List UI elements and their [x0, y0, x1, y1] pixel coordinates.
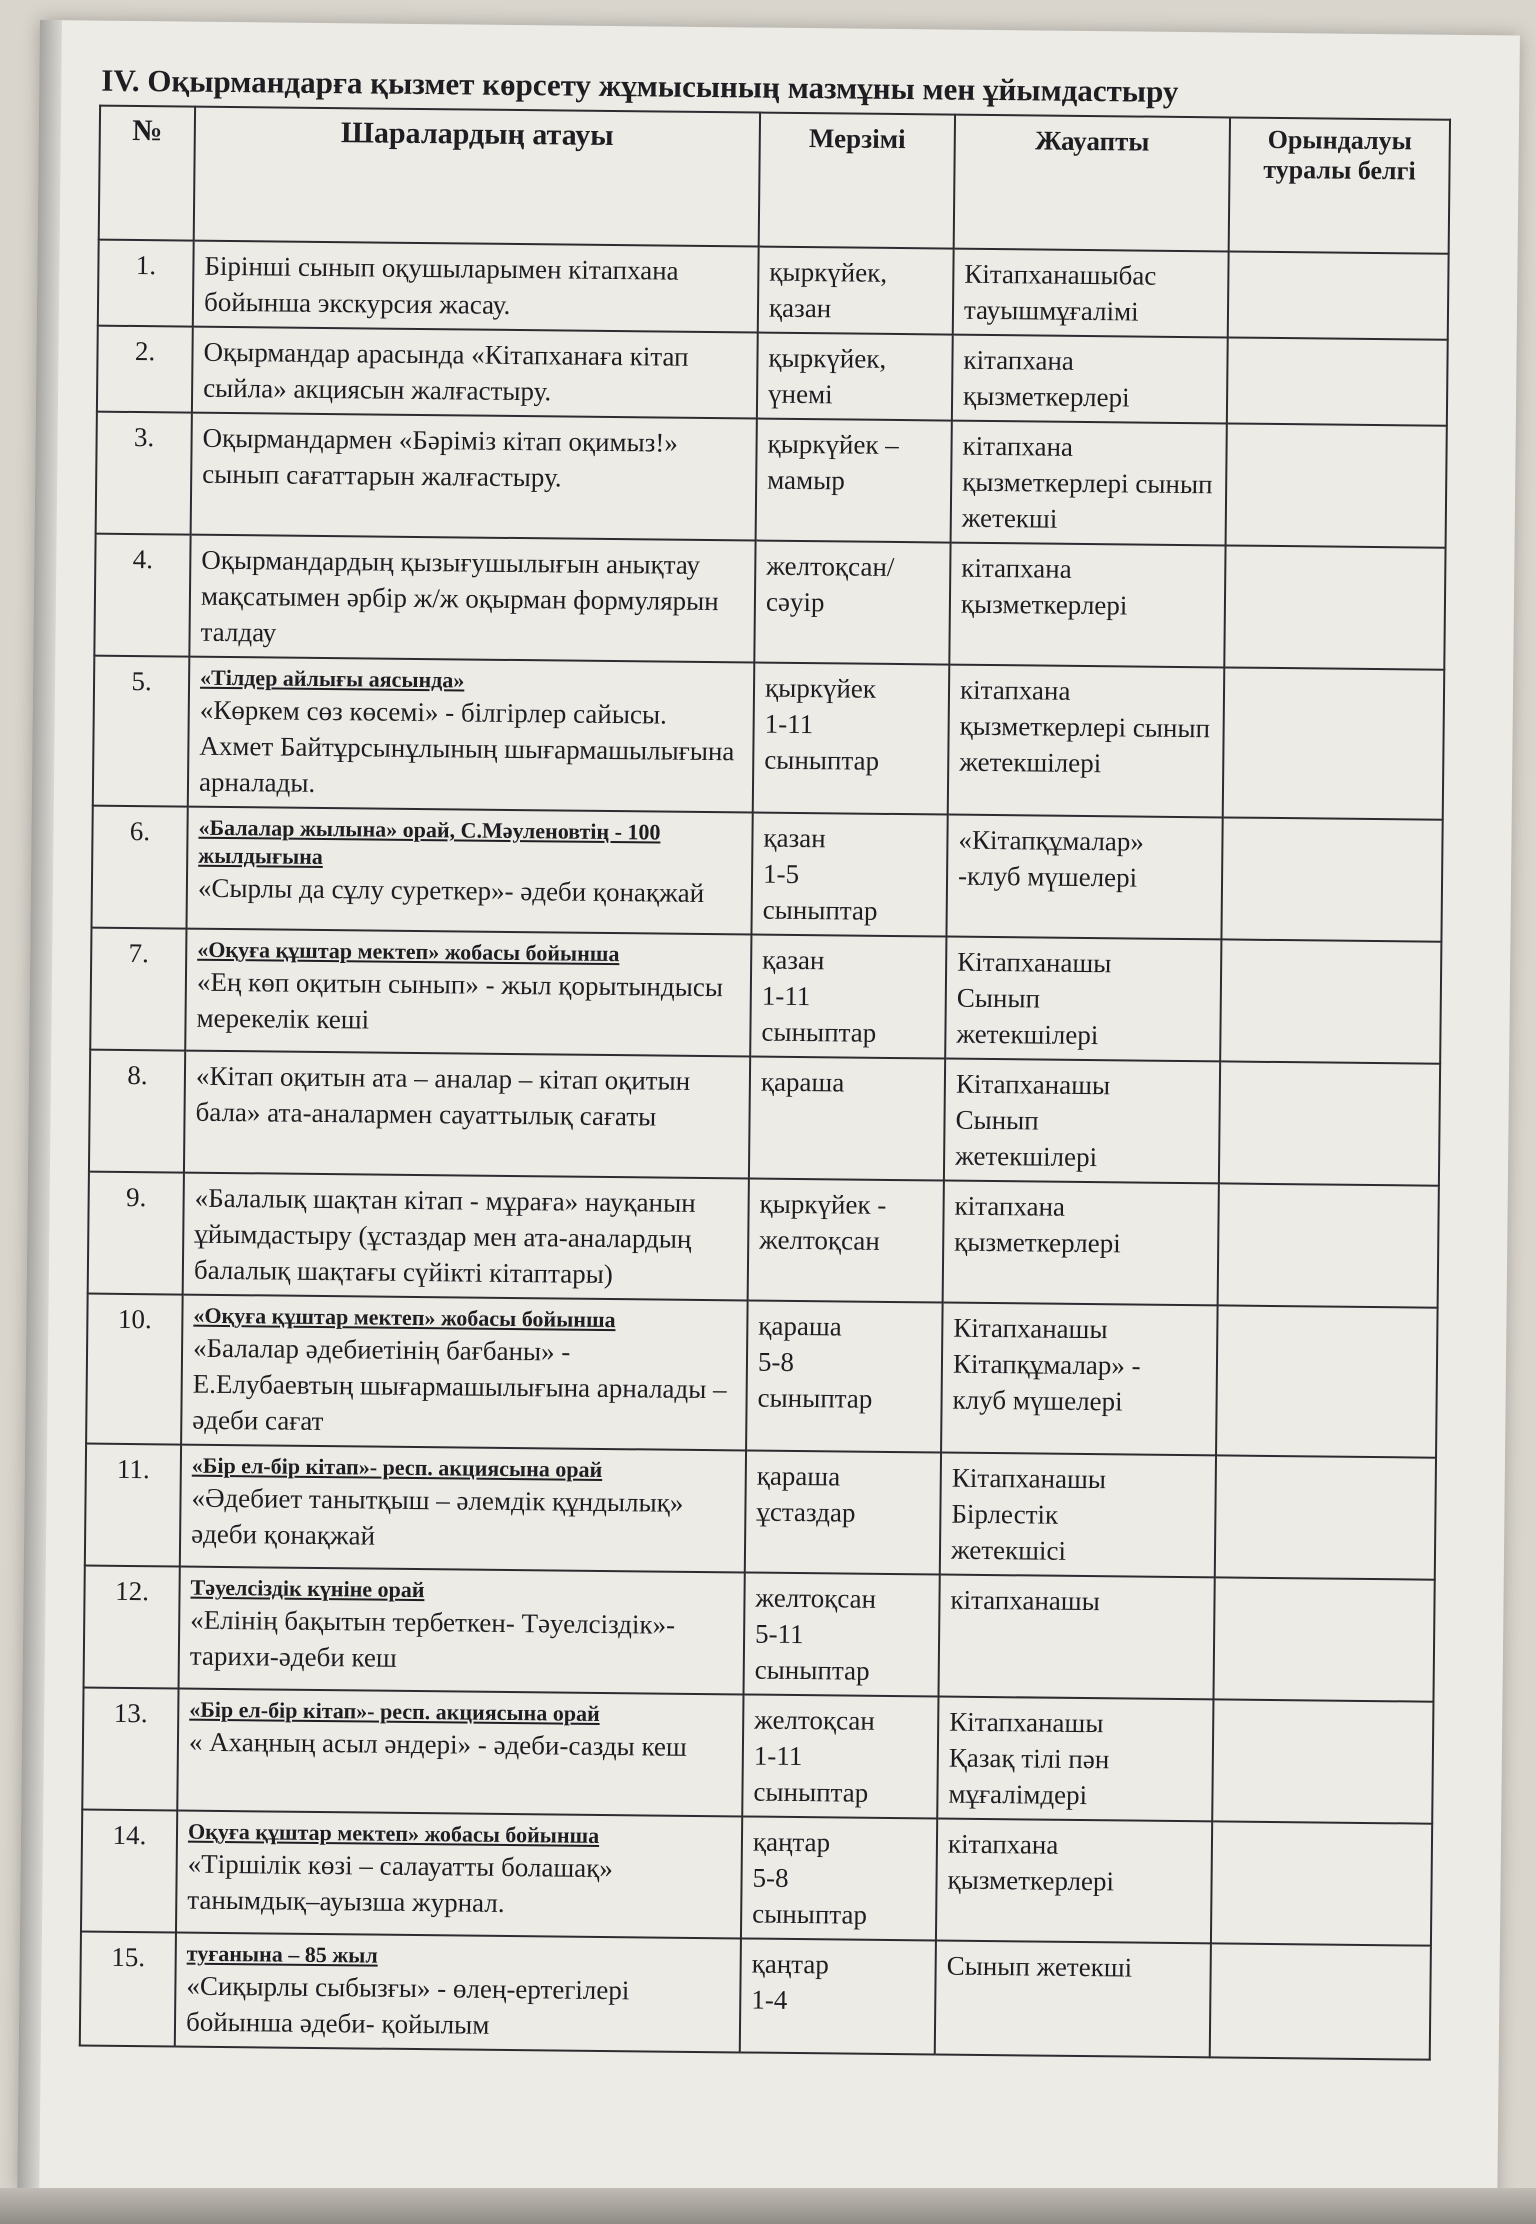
event-tag: туғанына – 85 жыл — [186, 1940, 378, 1968]
table-row — [88, 1172, 1439, 1308]
event-mark — [1226, 423, 1447, 547]
table-row — [80, 1932, 1431, 2060]
event-responsible: Кітапханашы Кітапқұмалар» - клуб мүшелері — [941, 1303, 1218, 1456]
event-tag: «Оқуға құштар мектеп» жобасы бойынша — [197, 936, 620, 967]
event-responsible: Сынып жетекші — [935, 1940, 1211, 2057]
event-cell — [175, 1933, 741, 2053]
event-cell — [193, 241, 759, 333]
event-name: « Ахаңның асыл әндері» - әдеби-сазды кеш — [188, 1726, 687, 1762]
event-name: «Тіршілік көзі – салауатты болашақ» танымдық–ауызша журнал. — [187, 1848, 614, 1918]
row-number: 4. — [94, 534, 190, 657]
table-row — [81, 1810, 1432, 1946]
event-name: «Әдебиет танытқыш – әлемдік құндылық» әдеби қонақжай — [191, 1482, 684, 1551]
event-cell — [184, 1051, 750, 1179]
event-responsible: кітапхана қызметкерлері — [952, 335, 1228, 424]
table-row — [93, 656, 1444, 820]
event-cell — [180, 1445, 746, 1573]
event-responsible: кітапхана қызметкерлері — [949, 543, 1225, 668]
event-term: желтоқсан 5-11 сыныптар — [744, 1572, 940, 1696]
row-number: 1. — [98, 240, 194, 327]
section-title: IV. Оқырмандарға қызмет көрсету жұмысының мазмұны мен ұйымдастыру — [101, 62, 1179, 109]
table-row — [89, 1050, 1440, 1186]
event-mark — [1220, 939, 1441, 1063]
desk-surface — [0, 2188, 1536, 2224]
event-name: «Көркем сөз көсемі» - білгірлер сайысы. Ахмет Байтұрсынұлының шығармашылығына арналады. — [198, 694, 735, 798]
event-term: қазан 1-11 сыныптар — [750, 935, 946, 1059]
event-mark — [1218, 1183, 1439, 1307]
event-cell — [177, 1689, 743, 1817]
event-term: қараша 5-8 сыныптар — [746, 1300, 943, 1452]
event-term: қыркүйек – мамыр — [756, 419, 952, 543]
row-number: 2. — [97, 326, 193, 413]
event-mark — [1212, 1699, 1433, 1823]
row-number: 11. — [85, 1444, 181, 1567]
event-mark — [1219, 1061, 1440, 1185]
row-number: 5. — [93, 656, 190, 807]
event-mark — [1224, 545, 1445, 669]
event-responsible: Кітапханашы Сынып жетекшілері — [945, 937, 1221, 1062]
row-number: 6. — [91, 806, 187, 929]
table-row — [91, 806, 1442, 942]
event-mark — [1221, 817, 1442, 941]
event-cell — [192, 327, 758, 419]
table-row — [97, 326, 1448, 426]
table-header-row — [99, 106, 1450, 254]
event-name: «Сиқырлы сыбызғы» - өлең-ертегілері бойынша әдеби- қойылым — [185, 1970, 630, 2040]
table-row — [82, 1688, 1433, 1824]
event-name: Оқырмандардың қызығушылығын анықтау мақсатымен әрбір ж/ж оқырман формулярын талдау — [200, 544, 719, 648]
event-term: қаңтар 5-8 сыныптар — [741, 1816, 937, 1940]
row-number: 9. — [88, 1172, 184, 1295]
event-tag: «Бір ел-бір кітап»- респ. акциясына орай — [189, 1696, 600, 1726]
event-responsible: кітапхана қызметкерлері — [943, 1181, 1219, 1306]
binding-shadow — [17, 20, 62, 2190]
events-table — [79, 105, 1451, 2061]
event-responsible: кітапхана қызметкерлері — [936, 1818, 1212, 1943]
event-mark — [1210, 1943, 1431, 2059]
table-body — [80, 240, 1449, 2060]
event-term: қыркүйек, қазан — [758, 247, 954, 335]
event-term: қаңтар 1-4 — [740, 1938, 936, 2054]
event-name: «Кітап оқитын ата – аналар – кітап оқитын бала» ата-аналармен сауаттылық сағаты — [195, 1060, 691, 1132]
event-responsible: Кітапханашы Бірлестік жетекшісі — [940, 1453, 1216, 1578]
event-cell — [189, 535, 755, 663]
table-row — [85, 1444, 1436, 1580]
table-row — [96, 412, 1447, 548]
event-cell — [176, 1811, 742, 1939]
row-number: 15. — [80, 1932, 176, 2047]
event-term: желтоқсан 1-11 сыныптар — [742, 1694, 938, 1818]
event-tag: «Бір ел-бір кітап»- респ. акциясына орай — [191, 1452, 603, 1482]
event-responsible: кітапхана қызметкерлері сынып жетекшілері — [948, 665, 1225, 818]
table-row — [98, 240, 1449, 340]
header-number: № — [99, 106, 195, 241]
event-responsible: кітапханашы — [938, 1575, 1214, 1700]
header-mark: Орындалуы туралы белгі — [1229, 117, 1450, 253]
event-tag: «Оқуға құштар мектеп» жобасы бойынша — [193, 1302, 616, 1333]
event-tag: Оқуға құштар мектеп» жобасы бойынша — [187, 1818, 600, 1848]
row-number: 7. — [90, 928, 186, 1051]
event-term: желтоқсан/ сәуір — [754, 541, 950, 665]
event-responsible: Кітапханашы Қазақ тілі пән мұғалімдері — [937, 1697, 1213, 1822]
event-name: «Балалар әдебиетінің бағбаны» - Е.Елубаевтың шығармашылығына арналады – әдеби сағат — [192, 1332, 727, 1437]
event-responsible: Кітапханашы Сынып жетекшілері — [944, 1059, 1220, 1184]
event-tag: Тәуелсіздік күніне орай — [190, 1574, 425, 1603]
event-mark — [1223, 667, 1445, 819]
event-name: Бірінші сынып оқушыларымен кітапхана бойынша экскурсия жасау. — [203, 250, 679, 320]
event-responsible: Кітапханашыбас тауышмұғалімі — [953, 249, 1229, 338]
table-row — [90, 928, 1441, 1064]
event-name: «Ең көп оқитын сынып» - жыл қорытындысы мерекелік кеші — [196, 966, 724, 1035]
event-cell — [183, 1173, 749, 1301]
event-mark — [1228, 251, 1449, 339]
event-tag: «Балалар жылына» орай, С.Мәуленовтің - 100 жылдығына — [198, 814, 661, 870]
event-mark — [1213, 1577, 1434, 1701]
header-responsible: Жауапты — [954, 115, 1230, 252]
event-term: қыркүйек 1-11 сыныптар — [753, 663, 950, 815]
event-cell — [179, 1567, 745, 1695]
event-name: «Сырлы да сұлу суреткер»- әдеби қонақжай — [197, 872, 705, 909]
row-number: 8. — [89, 1050, 185, 1173]
event-term: қыркүйек, үнемі — [757, 333, 953, 421]
event-tag: «Тілдер айлығы аясында» — [199, 664, 465, 693]
row-number: 3. — [96, 412, 192, 535]
event-mark — [1216, 1305, 1438, 1457]
event-name: «Балалық шақтан кітап - мұраға» науқанын ұйымдастыру (ұстаздар мен ата-аналардың балалық шақтағы сүйікті кітаптары) — [193, 1182, 696, 1290]
header-term: Мерзімі — [759, 113, 955, 249]
row-number: 10. — [86, 1294, 183, 1445]
row-number: 13. — [82, 1688, 178, 1811]
event-mark — [1215, 1455, 1436, 1579]
event-term: қазан 1-5 сыныптар — [751, 813, 947, 937]
header-name: Шаралардың атауы — [194, 107, 760, 247]
table-row — [94, 534, 1445, 670]
event-name: Оқырмандармен «Бәріміз кітап оқимыз!» сынып сағаттарын жалғастыру. — [202, 422, 679, 493]
event-mark — [1211, 1821, 1432, 1945]
row-number: 14. — [81, 1810, 177, 1933]
event-responsible: «Кітапқұмалар» -клуб мүшелері — [946, 815, 1222, 940]
table-row — [86, 1294, 1437, 1458]
table-row — [84, 1566, 1435, 1702]
event-cell — [185, 929, 751, 1057]
event-term: қараша ұстаздар — [745, 1450, 941, 1574]
document-sheet — [17, 20, 1520, 2205]
event-mark — [1227, 337, 1448, 425]
event-cell — [181, 1295, 748, 1451]
event-term: қыркүйек - желтоқсан — [748, 1178, 944, 1302]
event-cell — [191, 413, 757, 541]
event-cell — [186, 807, 752, 935]
event-cell — [188, 657, 755, 813]
event-term: қараша — [749, 1056, 945, 1180]
event-responsible: кітапхана қызметкерлері сынып жетекші — [951, 421, 1227, 546]
row-number: 12. — [84, 1566, 180, 1689]
event-name: Оқырмандар арасында «Кітапханаға кітап сыйла» акциясын жалғастыру. — [203, 336, 689, 407]
event-name: «Елінің бақытын тербеткен- Тәуелсіздік»- тарихи-әдеби кеш — [189, 1604, 676, 1673]
